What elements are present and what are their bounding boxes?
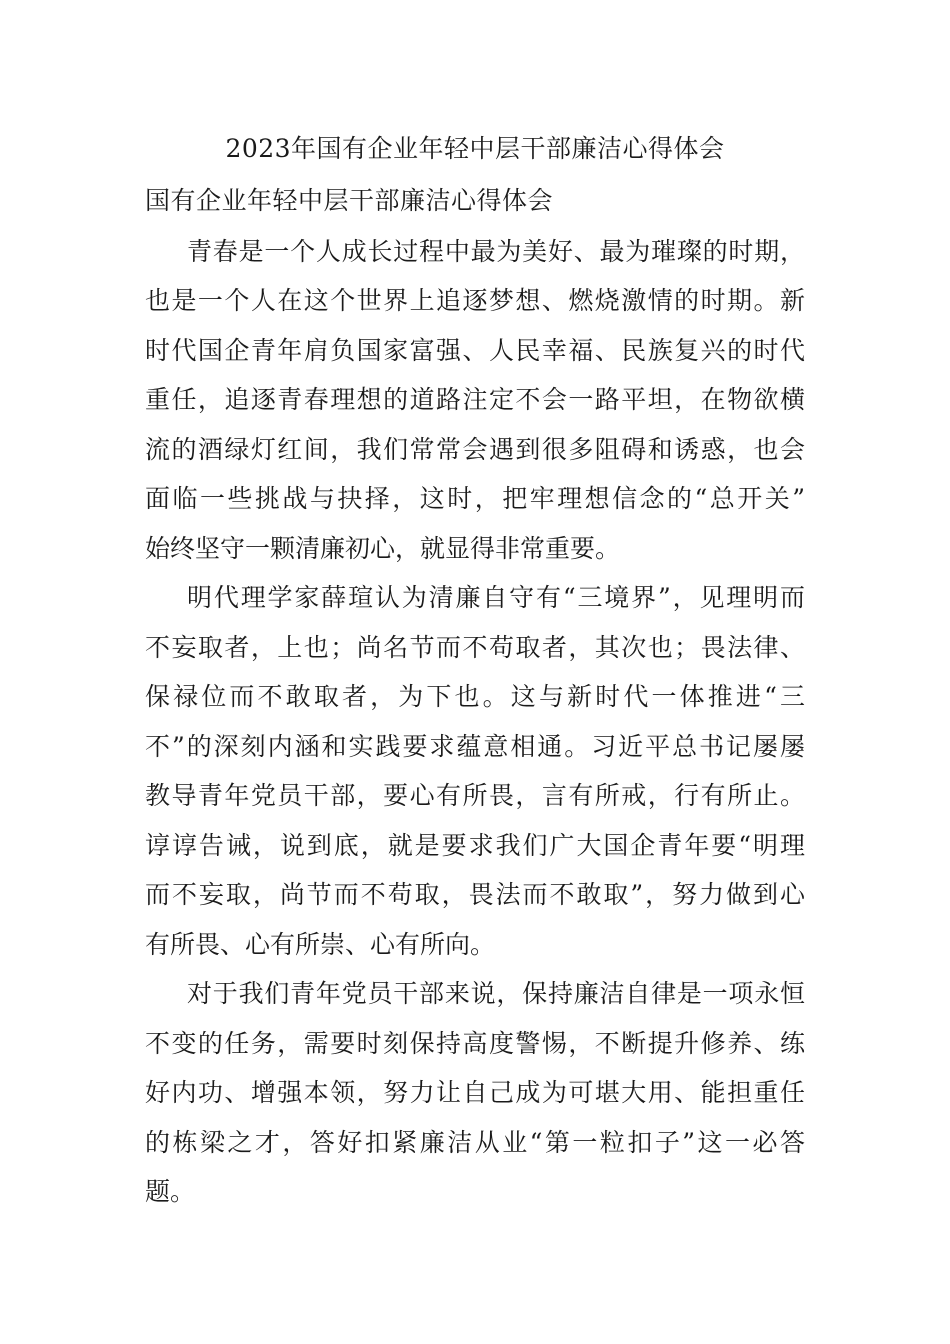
paragraph-line: 对于我们青年党员干部来说，保持廉洁自律是一项永恒 [187, 979, 805, 1008]
paragraph-line: 教导青年党员干部，要心有所畏，言有所戒，行有所止。 [145, 781, 805, 810]
paragraph-line: 好内功、增强本领，努力让自己成为可堪大用、能担重任 [145, 1078, 805, 1107]
document-subtitle: 国有企业年轻中层干部廉洁心得体会 [145, 186, 554, 215]
paragraph-line: 流的酒绿灯红间，我们常常会遇到很多阻碍和诱惑，也会 [145, 435, 805, 464]
paragraph-line: 不变的任务，需要时刻保持高度警惕，不断提升修养、练 [145, 1029, 805, 1058]
paragraph-line: 而不妄取，尚节而不苟取，畏法而不敢取”，努力做到心 [145, 880, 805, 909]
paragraph-line: 题。 [145, 1177, 196, 1206]
paragraph-line: 重任，追逐青春理想的道路注定不会一路平坦，在物欲横 [145, 385, 805, 414]
document-title: 2023年国有企业年轻中层干部廉洁心得体会 [225, 134, 725, 163]
paragraph-line: 有所畏、心有所崇、心有所向。 [145, 930, 496, 959]
paragraph-line: 的栋梁之才，答好扣紧廉洁从业“第一粒扣子”这一必答 [145, 1128, 805, 1157]
paragraph-line: 谆谆告诫，说到底，就是要求我们广大国企青年要“明理 [145, 831, 805, 860]
paragraph-line: 始终坚守一颗清廉初心，就显得非常重要。 [145, 534, 621, 563]
paragraph-line: 明代理学家薛瑄认为清廉自守有“三境界”，见理明而 [187, 583, 805, 612]
paragraph-line: 青春是一个人成长过程中最为美好、最为璀璨的时期， [187, 237, 805, 266]
paragraph-line: 不”的深刻内涵和实践要求蕴意相通。习近平总书记屡屡 [145, 732, 805, 761]
paragraph-line: 保禄位而不敢取者，为下也。这与新时代一体推进“三 [145, 682, 805, 711]
paragraph-line: 也是一个人在这个世界上追逐梦想、燃烧激情的时期。新 [145, 286, 805, 315]
paragraph-line: 时代国企青年肩负国家富强、人民幸福、民族复兴的时代 [145, 336, 805, 365]
paragraph-line: 面临一些挑战与抉择，这时，把牢理想信念的“总开关” [145, 484, 805, 513]
paragraph-line: 不妄取者，上也；尚名节而不苟取者，其次也；畏法律、 [145, 633, 805, 662]
